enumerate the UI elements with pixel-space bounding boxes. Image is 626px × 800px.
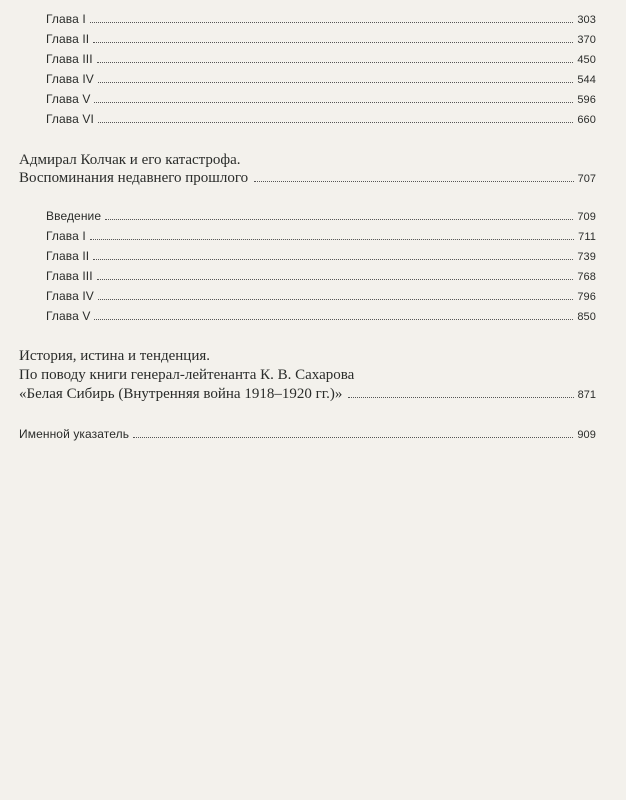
section2-title-line2: Воспоминания недавнего прошлого: [19, 170, 249, 186]
toc-entry[interactable]: [46, 207, 596, 225]
dot-leader: [93, 248, 573, 260]
dot-leader: [133, 426, 573, 438]
section2-title-entry[interactable]: [19, 168, 596, 189]
dot-leader: [98, 71, 573, 83]
entry-page: 303: [577, 14, 596, 26]
toc-entry[interactable]: [46, 10, 596, 28]
toc-entry[interactable]: [46, 30, 596, 48]
section3-title-line3: «Белая Сибирь (Внутренняя война 1918–1920 гг.)»: [19, 386, 343, 402]
entry-page: 711: [578, 231, 596, 243]
entry-page: 450: [577, 54, 596, 66]
entry-title: Глава I: [46, 229, 86, 243]
toc-entry[interactable]: [46, 287, 596, 305]
toc-entry[interactable]: [46, 227, 596, 245]
entry-page: 370: [577, 34, 596, 46]
dot-leader: [90, 228, 574, 240]
entry-title: Глава II: [46, 249, 90, 263]
dot-leader: [254, 168, 574, 182]
toc-entry[interactable]: [46, 70, 596, 88]
dot-leader: [94, 91, 573, 103]
index-page: 909: [577, 429, 596, 441]
toc-entry[interactable]: [46, 50, 596, 68]
entry-page: 544: [577, 74, 596, 86]
section2-title-line1: Адмирал Колчак и его катастрофа.: [19, 152, 241, 168]
section3-page: 871: [577, 389, 596, 401]
toc-entry[interactable]: [46, 307, 596, 325]
entry-page: 660: [577, 114, 596, 126]
entry-title: Глава VI: [46, 112, 94, 126]
index-entry[interactable]: [19, 425, 596, 443]
index-title: Именной указатель: [19, 427, 130, 441]
toc-entry[interactable]: [46, 110, 596, 128]
entry-title: Глава II: [46, 32, 90, 46]
entry-title: Глава III: [46, 269, 93, 283]
entry-page: 850: [577, 311, 596, 323]
entry-page: 596: [577, 94, 596, 106]
entry-page: 796: [577, 291, 596, 303]
entry-title: Глава V: [46, 92, 91, 106]
entry-page: 739: [577, 251, 596, 263]
dot-leader: [348, 384, 573, 398]
entry-title: Глава III: [46, 52, 93, 66]
section2-page: 707: [577, 173, 596, 185]
entry-title: Глава I: [46, 12, 86, 26]
entry-page: 709: [577, 211, 596, 223]
dot-leader: [94, 308, 573, 320]
section3-title-line2: По поводу книги генерал-лейтенанта К. В. Сахарова: [19, 367, 355, 383]
section3-title-line1: История, истина и тенденция.: [19, 348, 211, 364]
dot-leader: [105, 208, 573, 220]
entry-title: Введение: [46, 209, 102, 223]
entry-title: Глава V: [46, 309, 91, 323]
toc-entry[interactable]: [46, 90, 596, 108]
dot-leader: [97, 268, 574, 280]
toc-entry[interactable]: [46, 267, 596, 285]
dot-leader: [97, 51, 574, 63]
entry-title: Глава IV: [46, 289, 94, 303]
section3-title-entry[interactable]: [19, 384, 596, 405]
dot-leader: [90, 11, 574, 23]
dot-leader: [98, 111, 573, 123]
entry-title: Глава IV: [46, 72, 94, 86]
dot-leader: [98, 288, 573, 300]
dot-leader: [93, 31, 573, 43]
toc-entry[interactable]: [46, 247, 596, 265]
entry-page: 768: [577, 271, 596, 283]
